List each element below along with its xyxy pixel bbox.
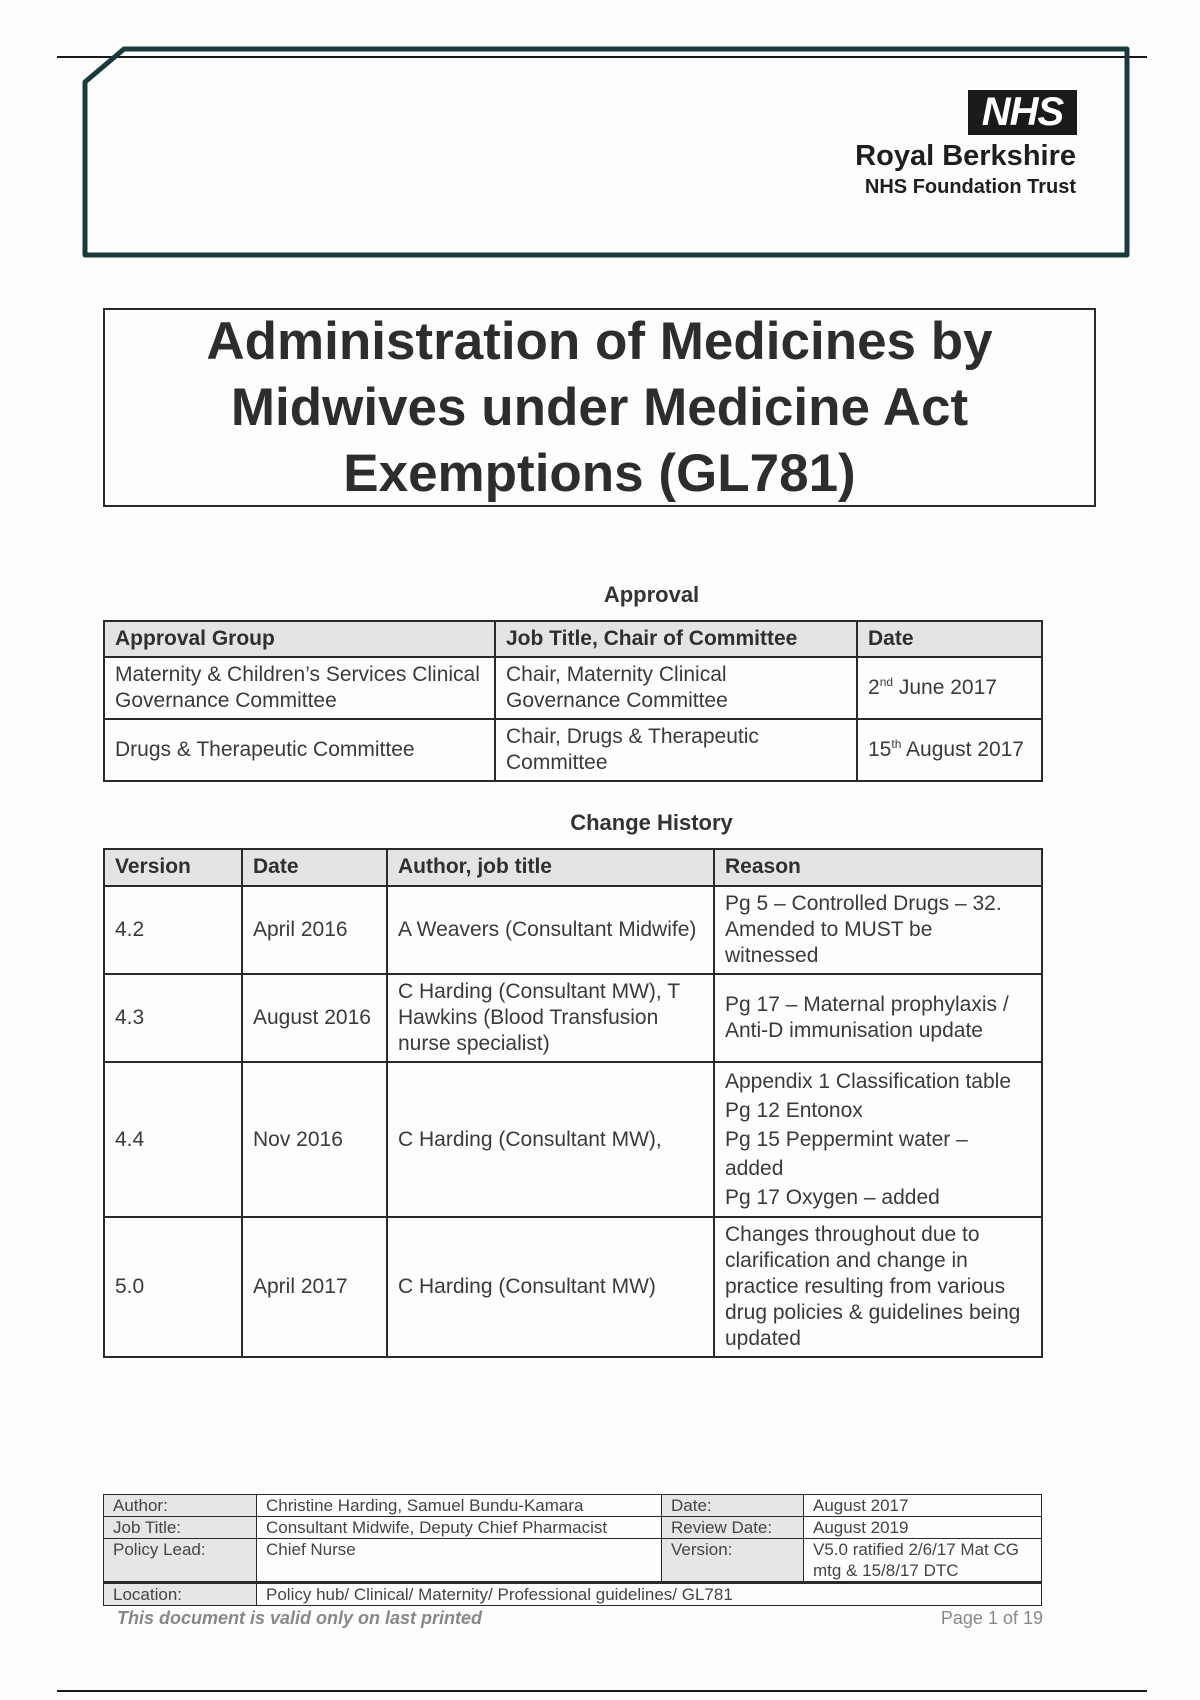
approval-group: Maternity & Children’s Services Clinical Governance Committee: [104, 657, 495, 719]
title-line: Administration of Medicines by: [206, 311, 993, 371]
title-box: [103, 308, 1096, 507]
table-row: [104, 1217, 1042, 1357]
validity-note: This document is valid only on last printed: [117, 1608, 483, 1628]
version-cell: 4.2: [104, 886, 242, 974]
date-label: Date:: [662, 1495, 804, 1517]
reason-cell: Pg 17 – Maternal prophylaxis / Anti-D immunisation update: [714, 974, 1042, 1062]
trust-subtitle: NHS Foundation Trust: [864, 176, 1076, 198]
review-date-value: August 2019: [804, 1517, 1042, 1539]
approval-heading: Approval: [603, 582, 700, 607]
column-header: Date: [857, 621, 1042, 657]
document-control-table: [103, 1494, 1042, 1606]
column-header: Date: [242, 849, 387, 886]
date-cell: April 2017: [242, 1217, 387, 1357]
change-history-table: [103, 848, 1043, 1358]
date-cell: Nov 2016: [242, 1062, 387, 1217]
reason-line: Pg 12 Entonox: [725, 1099, 863, 1122]
column-header: Author, job title: [387, 849, 714, 886]
approval-date: 15th August 2017: [857, 719, 1042, 781]
table-row: [104, 719, 1042, 781]
policy-lead-value: Chief Nurse: [257, 1539, 662, 1583]
column-header: Job Title, Chair of Committee: [495, 621, 857, 657]
document-title: [206, 309, 992, 507]
version-label: Version:: [662, 1539, 804, 1583]
change-history-heading: Change History: [570, 810, 733, 835]
table-row: [104, 1062, 1042, 1217]
author-cell: A Weavers (Consultant Midwife): [387, 886, 714, 974]
reason-line: Pg 15 Peppermint water – added: [725, 1128, 968, 1180]
job-title-value: Consultant Midwife, Deputy Chief Pharmacist: [257, 1517, 662, 1539]
nhs-logo: [968, 90, 1077, 135]
title-line: Exemptions (GL781): [343, 443, 856, 503]
footer-row: [104, 1539, 1042, 1583]
author-cell: C Harding (Consultant MW),: [387, 1062, 714, 1217]
date-value: August 2017: [804, 1495, 1042, 1517]
reason-line: Pg 17 Oxygen – added: [725, 1186, 940, 1209]
review-date-label: Review Date:: [662, 1517, 804, 1539]
version-cell: 5.0: [104, 1217, 242, 1357]
author-label: Author:: [104, 1495, 257, 1517]
title-line: Midwives under Medicine Act: [230, 377, 969, 437]
column-header: Approval Group: [104, 621, 495, 657]
job-title-label: Job Title:: [104, 1517, 257, 1539]
table-header-row: [104, 849, 1042, 886]
footer-row: [104, 1495, 1042, 1517]
date-cell: August 2016: [242, 974, 387, 1062]
page-number: Page 1 of 19: [940, 1608, 1043, 1628]
approval-date: 2nd June 2017: [857, 657, 1042, 719]
footer-row: [104, 1583, 1042, 1606]
column-header: Version: [104, 849, 242, 886]
reason-line: Appendix 1 Classification table: [725, 1070, 1012, 1093]
reason-cell: [714, 1062, 1042, 1217]
table-row: [104, 657, 1042, 719]
job-title: Chair, Drugs & Therapeutic Committee: [495, 719, 857, 781]
table-row: [104, 974, 1042, 1062]
reason-cell: Changes throughout due to clarification and change in practice resulting from various drug policies & guidelines being updated: [714, 1217, 1042, 1357]
approval-group: Drugs & Therapeutic Committee: [104, 719, 495, 781]
policy-lead-label: Policy Lead:: [104, 1539, 257, 1583]
approval-table: [103, 620, 1043, 782]
footer-row: [104, 1517, 1042, 1539]
author-value: Christine Harding, Samuel Bundu-Kamara: [257, 1495, 662, 1517]
table-header-row: [104, 621, 1042, 657]
version-cell: 4.4: [104, 1062, 242, 1217]
version-value: V5.0 ratified 2/6/17 Mat CG mtg & 15/8/17 DTC: [804, 1539, 1042, 1583]
nhs-logo-text: NHS: [981, 90, 1064, 134]
column-header: Reason: [714, 849, 1042, 886]
date-cell: April 2016: [242, 886, 387, 974]
job-title: Chair, Maternity Clinical Governance Committee: [495, 657, 857, 719]
location-value: Policy hub/ Clinical/ Maternity/ Professional guidelines/ GL781: [257, 1583, 1042, 1606]
reason-cell: Pg 5 – Controlled Drugs – 32. Amended to MUST be witnessed: [714, 886, 1042, 974]
trust-name: Royal Berkshire: [855, 140, 1076, 172]
version-cell: 4.3: [104, 974, 242, 1062]
table-row: [104, 886, 1042, 974]
author-cell: C Harding (Consultant MW): [387, 1217, 714, 1357]
bottom-rule: [57, 1690, 1147, 1692]
location-label: Location:: [104, 1583, 257, 1606]
author-cell: C Harding (Consultant MW), T Hawkins (Blood Transfusion nurse specialist): [387, 974, 714, 1062]
